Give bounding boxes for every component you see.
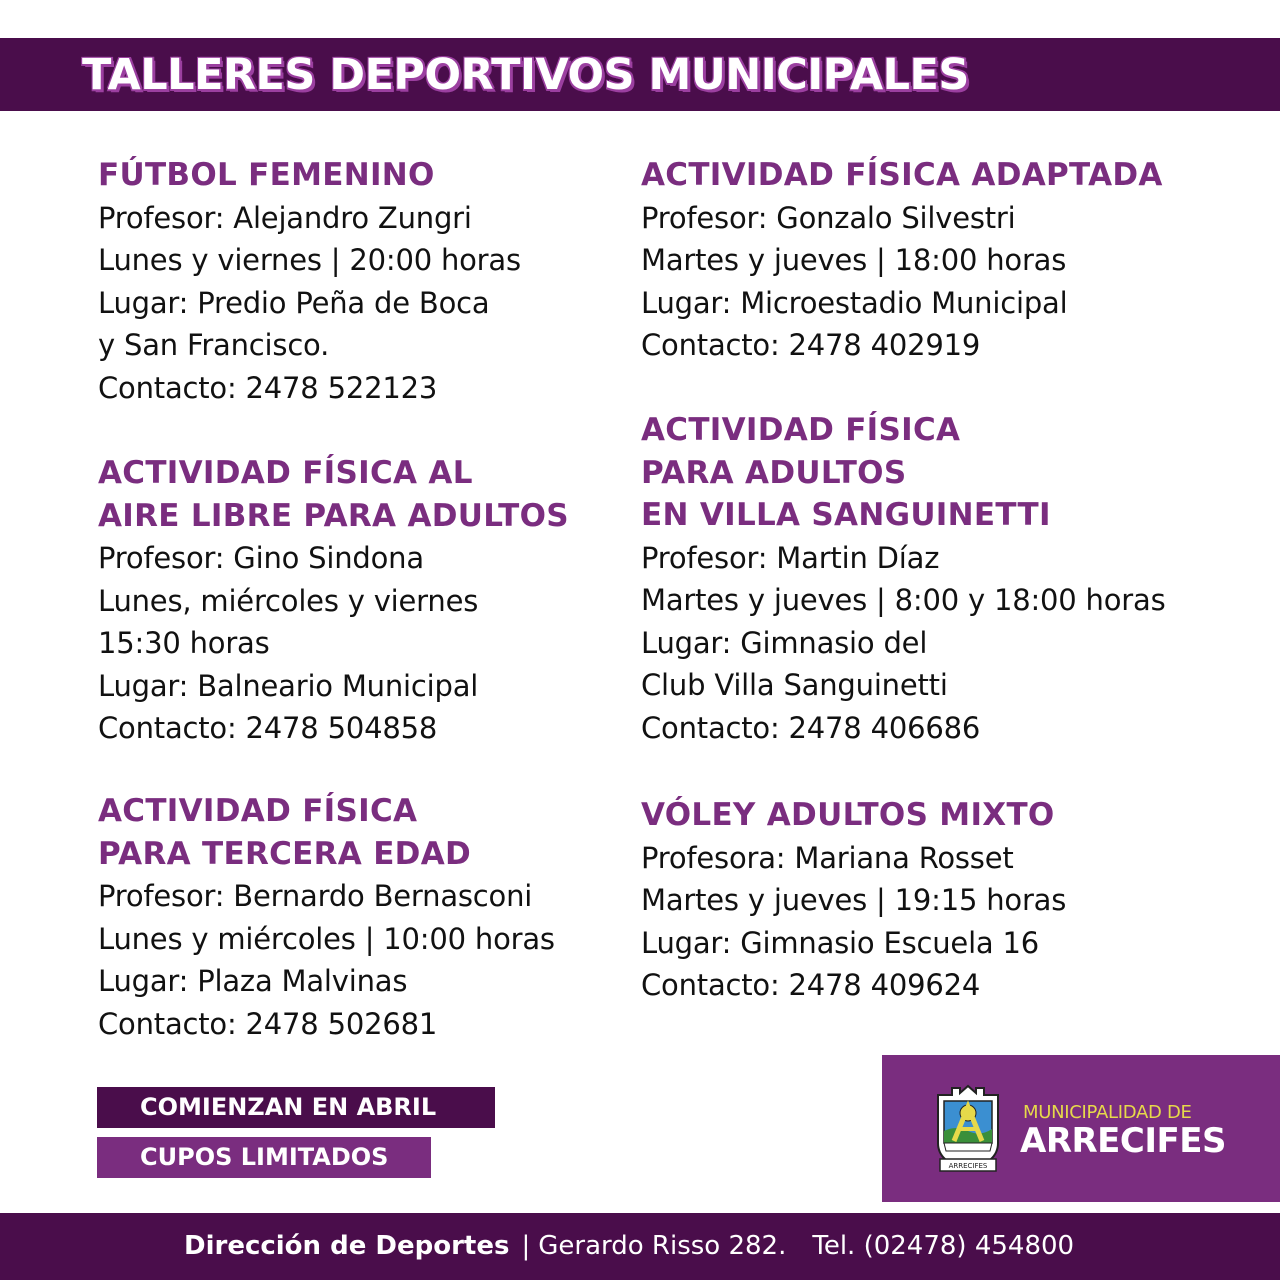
workshop-schedule: Lunes y miércoles | 10:00 horas — [98, 921, 555, 956]
workshop-voley — [641, 794, 1241, 1007]
footer-phone: Tel. (02478) 454800 — [812, 1231, 1075, 1261]
limited-spots-badge: CUPOS LIMITADOS — [97, 1137, 431, 1178]
footer-info — [184, 1213, 1074, 1280]
workshop-teacher: Profesor: Gonzalo Silvestri — [641, 200, 1016, 235]
workshop-title-cont: AIRE LIBRE PARA ADULTOS — [98, 497, 569, 534]
workshop-tercera-edad — [98, 790, 698, 1045]
workshop-title: ACTIVIDAD FÍSICA — [98, 793, 418, 829]
workshop-contact: Contacto: 2478 406686 — [641, 710, 981, 745]
municipality-name: ARRECIFES — [1020, 1121, 1226, 1161]
workshop-title: ACTIVIDAD FÍSICA AL — [98, 455, 473, 491]
workshop-title: VÓLEY ADULTOS MIXTO — [641, 797, 1055, 833]
workshop-place: Lugar: Gimnasio Escuela 16 — [641, 925, 1040, 960]
workshop-place: Lugar: Microestadio Municipal — [641, 285, 1068, 320]
workshop-title-cont: PARA ADULTOS — [641, 454, 907, 491]
footer-department: Dirección de Deportes — [184, 1231, 510, 1261]
workshop-schedule: Lunes y viernes | 20:00 horas — [98, 243, 521, 277]
workshop-place: Lugar: Predio Peña de Boca — [98, 285, 490, 320]
workshop-place: Lugar: Plaza Malvinas — [98, 964, 408, 998]
footer-separator: | — [521, 1231, 531, 1261]
workshop-schedule: Martes y jueves | 8:00 y 18:00 horas — [641, 583, 1166, 617]
workshop-contact: Contacto: 2478 504858 — [98, 711, 438, 745]
municipality-logo — [882, 1055, 1280, 1202]
workshop-futbol-femenino — [98, 154, 698, 409]
workshop-aire-libre — [98, 452, 698, 750]
crest-label: ARRECIFES — [948, 1162, 988, 1170]
workshop-place-cont: y San Francisco. — [98, 328, 330, 362]
workshop-teacher: Profesor: Alejandro Zungri — [98, 200, 472, 235]
municipality-prefix: MUNICIPALIDAD DE — [1023, 1102, 1192, 1123]
workshop-schedule-time: 15:30 horas — [98, 626, 270, 660]
workshop-title: ACTIVIDAD FÍSICA ADAPTADA — [641, 157, 1163, 193]
workshop-title-cont: EN VILLA SANGUINETTI — [641, 497, 1051, 533]
workshop-schedule: Martes y jueves | 18:00 horas — [641, 243, 1067, 277]
workshop-schedule: Lunes, miércoles y viernes — [98, 583, 479, 618]
start-date-badge: COMIENZAN EN ABRIL — [97, 1087, 495, 1128]
coat-of-arms-icon — [932, 1083, 1004, 1175]
workshop-adaptada — [641, 154, 1241, 367]
workshop-contact: Contacto: 2478 502681 — [98, 1006, 438, 1041]
workshop-place-cont: Club Villa Sanguinetti — [641, 668, 948, 702]
workshop-contact: Contacto: 2478 522123 — [98, 370, 438, 405]
workshop-title-cont: PARA TERCERA EDAD — [98, 835, 472, 872]
workshop-schedule: Martes y jueves | 19:15 horas — [641, 883, 1067, 917]
workshop-teacher: Profesor: Gino Sindona — [98, 541, 424, 575]
footer-address: Gerardo Risso 282. — [538, 1231, 787, 1261]
footer-band — [0, 1213, 1280, 1280]
workshop-teacher: Profesor: Martin Díaz — [641, 540, 940, 575]
workshop-villa-sanguinetti — [641, 409, 1241, 749]
workshop-contact: Contacto: 2478 409624 — [641, 968, 981, 1002]
workshop-teacher: Profesor: Bernardo Bernasconi — [98, 879, 533, 913]
workshop-teacher: Profesora: Mariana Rosset — [641, 840, 1014, 875]
workshop-title: FÚTBOL FEMENINO — [98, 157, 435, 193]
workshop-contact: Contacto: 2478 402919 — [641, 328, 981, 362]
workshop-title: ACTIVIDAD FÍSICA — [641, 412, 961, 448]
workshop-place: Lugar: Balneario Municipal — [98, 668, 479, 703]
workshop-place: Lugar: Gimnasio del — [641, 625, 928, 660]
page-title: TALLERES DEPORTIVOS MUNICIPALES — [82, 50, 969, 100]
